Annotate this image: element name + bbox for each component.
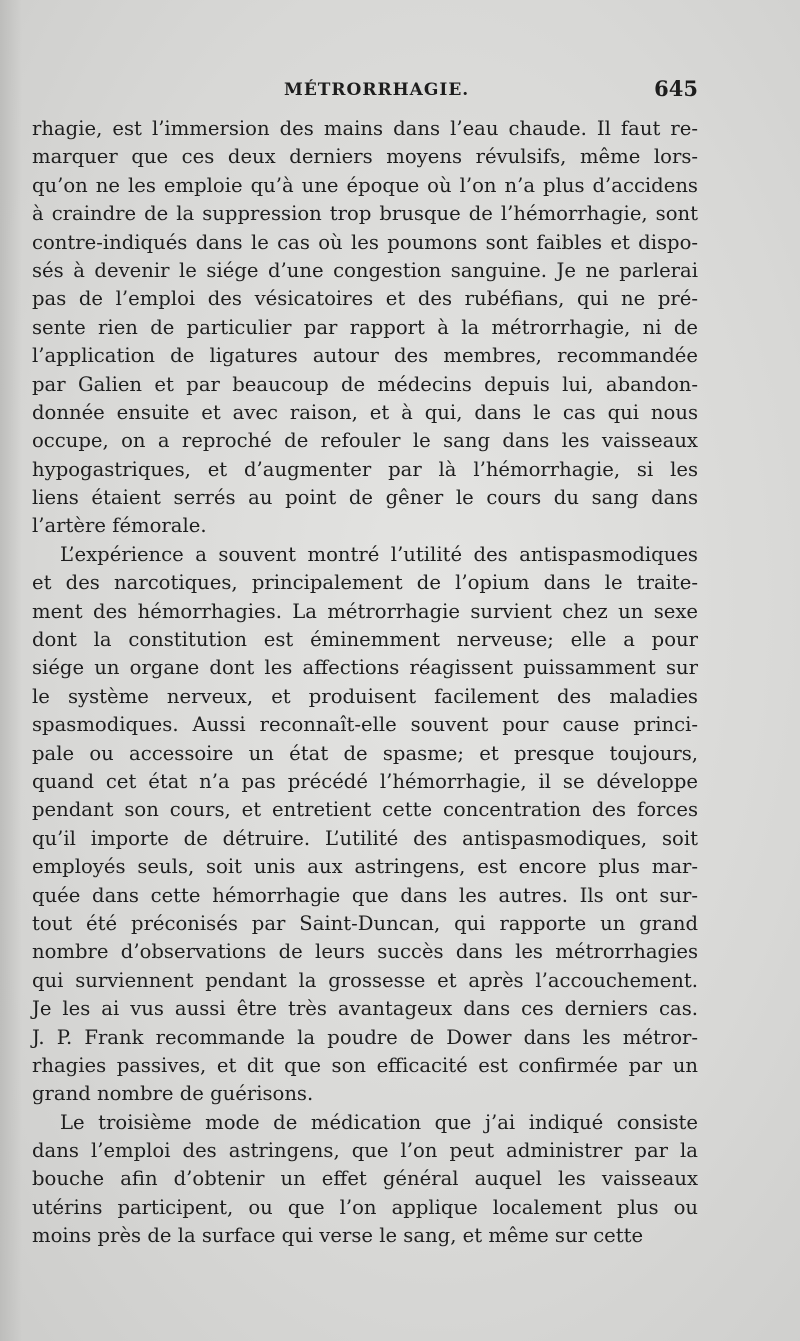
- text-line: quand cet état n’a pas précédé l’hémorrhagie, il se développe: [32, 769, 698, 793]
- text-line: et des narcotiques, principalement de l’opium dans le traite-: [32, 571, 698, 595]
- text-line: rhagie, est l’immersion des mains dans l’eau chaude. Il faut re-: [32, 117, 698, 140]
- text-line: pendant son cours, et entretient cette concentration des forces: [32, 798, 698, 822]
- text-line: liens étaient serrés au point de gêner le cours du sang dans: [32, 486, 698, 510]
- text-line: contre-indiqués dans le cas où les poumons sont faibles et dispo-: [32, 230, 698, 254]
- page-header: [30, 74, 698, 108]
- binding-shadow: [0, 0, 22, 1341]
- text-line: grand nombre de guérisons.: [32, 1082, 314, 1106]
- text-line: qu’on ne les emploie qu’à une époque où l’on n’a plus d’accidens: [32, 173, 698, 197]
- text-line: utérins participent, ou que l’on applique localement plus ou: [32, 1195, 698, 1219]
- text-line: l’artère fémorale.: [32, 514, 207, 538]
- text-line: sente rien de particulier par rapport à la métrorrhagie, ni de: [32, 315, 698, 339]
- text-line: à craindre de la suppression trop brusque de l’hémorrhagie, sont: [32, 202, 698, 226]
- text-line: quée dans cette hémorrhagie que dans les autres. Ils ont sur-: [32, 883, 698, 907]
- text-line: qu’il importe de détruire. L’utilité des antispasmodiques, soit: [32, 826, 698, 850]
- paragraph: [32, 541, 698, 1109]
- page-number: 645: [654, 76, 698, 101]
- text-line: L’expérience a souvent montré l’utilité des antispasmodiques: [60, 542, 698, 566]
- running-title: MÉTRORRHAGIE.: [284, 80, 470, 100]
- text-line: l’application de ligatures autour des membres, recommandée: [32, 344, 698, 368]
- text-line: dans l’emploi des astringens, que l’on peut administrer par la: [32, 1139, 698, 1163]
- text-line: rhagies passives, et dit que son efficacité est confirmée par un: [32, 1053, 698, 1077]
- text-line: ment des hémorrhagies. La métrorrhagie survient chez un sexe: [32, 599, 698, 623]
- text-line: marquer que ces deux derniers moyens révulsifs, même lors-: [32, 145, 698, 169]
- text-line: le système nerveux, et produisent facilement des maladies: [32, 684, 698, 708]
- text-line: occupe, on a reproché de refouler le sang dans les vaisseaux: [32, 429, 698, 453]
- text-line: siége un organe dont les affections réagissent puissamment sur: [32, 656, 698, 680]
- text-line: Je les ai vus aussi être très avantageux dans ces derniers cas.: [32, 997, 698, 1021]
- text-line: sés à devenir le siége d’une congestion sanguine. Je ne parlerai: [32, 258, 698, 282]
- text-line: spasmodiques. Aussi reconnaît-elle souvent pour cause princi-: [32, 713, 698, 737]
- text-line: donnée ensuite et avec raison, et à qui, dans le cas qui nous: [32, 400, 698, 424]
- body-text: [32, 115, 698, 1251]
- text-line: moins près de la surface qui verse le sang, et même sur cette: [32, 1224, 644, 1248]
- text-line: bouche afin d’obtenir un effet général auquel les vaisseaux: [32, 1167, 698, 1191]
- text-line: qui surviennent pendant la grossesse et après l’accouchement.: [32, 968, 698, 992]
- text-line: J. P. Frank recommande la poudre de Dower dans les métror-: [32, 1025, 698, 1049]
- text-line: pas de l’emploi des vésicatoires et des rubéfians, qui ne pré-: [32, 287, 698, 311]
- text-line: Le troisième mode de médication que j’ai indiqué consiste: [60, 1110, 698, 1134]
- paragraph: [32, 115, 698, 541]
- text-line: nombre d’observations de leurs succès dans les métrorrhagies: [32, 940, 698, 964]
- paragraph: [32, 1109, 698, 1251]
- text-line: dont la constitution est éminemment nerveuse; elle a pour: [32, 628, 698, 652]
- text-line: hypogastriques, et d’augmenter par là l’hémorrhagie, si les: [32, 457, 698, 481]
- text-line: par Galien et par beaucoup de médecins depuis lui, abandon-: [32, 372, 698, 396]
- text-line: employés seuls, soit unis aux astringens, est encore plus mar-: [32, 855, 698, 879]
- text-line: tout été préconisés par Saint-Duncan, qui rapporte un grand: [32, 911, 698, 935]
- text-line: pale ou accessoire un état de spasme; et presque toujours,: [32, 741, 698, 765]
